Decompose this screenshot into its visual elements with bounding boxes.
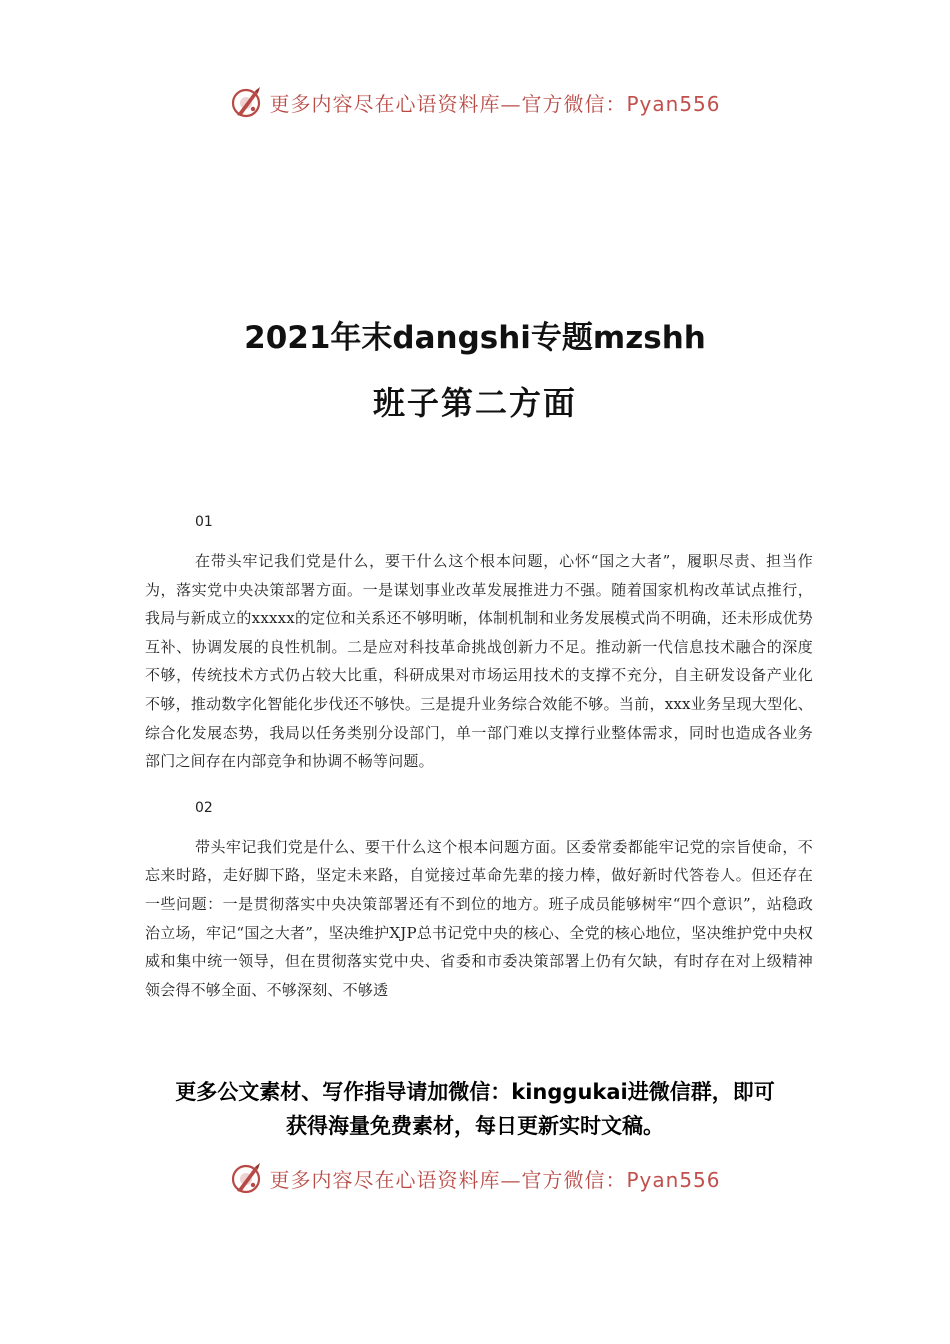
header-banner-label: 更多内容尽在心语资料库—官方微信： xyxy=(269,91,627,116)
section-paragraph-01: 在带头牢记我们党是什么，要干什么这个根本问题，心怀“国之大者”，履职尽责、担当作为，落实党中央决策部署方面。一是谋划事业改革发展推进力不强。随着国家机构改革试点推行，我局与新成立的xxxxx的定位和关系还不够明晰，体制机制和业务发展模式尚不明确，还未形成优势互补、协调发展的良性机制。二是应对科技革命挑战创新力不足。推动新一代信息技术融合的深度不够，传统技术方式仍占较大比重，科研成果对市场运用技术的支撑不充分，自主研发设备产业化不够，推动数字化智能化步伐还不够快。三是提升业务综合效能不够。当前，xxx业务呈现大型化、综合化发展态势，我局以任务类别分设部门，单一部门难以支撑行业整体需求，同时也造成各业务部门之间存在内部竞争和协调不畅等问题。 xyxy=(145,552,813,771)
footer-banner-inner xyxy=(229,1161,720,1195)
quill-pen-logo-icon xyxy=(229,85,263,119)
header-banner xyxy=(0,82,950,122)
promo-line-2: 获得海量免费素材，每日更新实时文稿。 xyxy=(286,1114,664,1138)
document-title-line-1: 2021年末dangshi专题mzshh xyxy=(244,320,706,356)
section-paragraph-02: 带头牢记我们党是什么、要干什么这个根本问题方面。区委常委都能牢记党的宗旨使命，不忘来时路，走好脚下路，坚定未来路，自觉接过革命先辈的接力棒，做好新时代答卷人。但还存在一些问题：一是贯彻落实中央决策部署还有不到位的地方。班子成员能够树牢“四个意识”，站稳政治立场，牢记“国之大者”，坚决维护XJP总书记党中央的核心、全党的核心地位，坚决维护党中央权威和集中统一领导，但在贯彻落实党中央、省委和市委决策部署上仍有欠缺，有时存在对上级精神领会得不够全面、不够深刻、不够透 xyxy=(145,837,813,999)
document-body xyxy=(145,508,813,1004)
section-number-02: 02 xyxy=(195,799,213,816)
document-title-line-2: 班子第二方面 xyxy=(372,384,577,422)
header-wechat-id: Pyan556 xyxy=(626,91,721,116)
footer-wechat-id: Pyan556 xyxy=(626,1167,721,1192)
footer-banner-label: 更多内容尽在心语资料库—官方微信： xyxy=(269,1167,627,1192)
section-number-01: 01 xyxy=(195,514,213,530)
footer-banner xyxy=(0,1158,950,1198)
promo-line-1: 更多公文素材、写作指导请加微信：kinggukai进微信群，即可 xyxy=(175,1080,775,1104)
header-banner-text xyxy=(269,88,720,117)
footer-banner-text xyxy=(269,1164,720,1193)
quill-pen-logo-icon xyxy=(229,1161,263,1195)
header-banner-inner xyxy=(229,85,720,119)
